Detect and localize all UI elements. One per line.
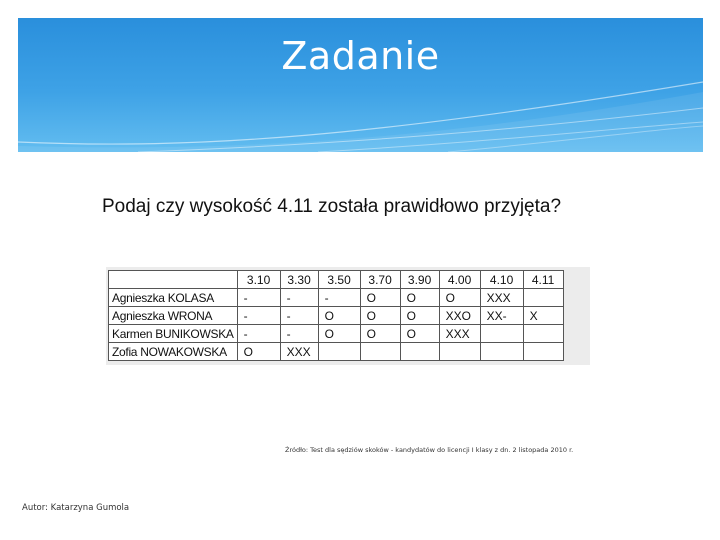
attempt-cell: XXX (439, 325, 480, 343)
table-header-cell: 4.10 (480, 271, 523, 289)
attempt-cell: O (318, 307, 360, 325)
attempt-cell: O (237, 343, 280, 361)
attempt-cell (400, 343, 439, 361)
table-row (109, 307, 564, 325)
table-row (109, 343, 564, 361)
attempt-cell: O (318, 325, 360, 343)
table-header-cell: 4.11 (523, 271, 563, 289)
table-header-cell: 3.70 (360, 271, 400, 289)
table-header-cell: 3.30 (280, 271, 318, 289)
athlete-name: Agnieszka WRONA (109, 307, 238, 325)
table-header-row (109, 271, 564, 289)
attempt-cell: - (280, 325, 318, 343)
attempt-cell (523, 343, 563, 361)
attempt-cell: - (280, 307, 318, 325)
attempt-cell: XX- (480, 307, 523, 325)
table-header-cell (109, 271, 238, 289)
results-table (108, 270, 564, 361)
attempt-cell: O (360, 289, 400, 307)
attempt-cell (439, 343, 480, 361)
attempt-cell: O (400, 325, 439, 343)
question-text: Podaj czy wysokość 4.11 została prawidłowo przyjęta? (102, 196, 562, 217)
attempt-cell (523, 325, 563, 343)
source-note: Źródło: Test dla sędziów skoków - kandydatów do licencji I klasy z dn. 2 listopada 2010 r. (285, 446, 574, 454)
athlete-name: Zofia NOWAKOWSKA (109, 343, 238, 361)
attempt-cell: XXX (480, 289, 523, 307)
results-table-frame (106, 267, 590, 365)
author-note: Autor: Katarzyna Gumola (22, 503, 130, 513)
attempt-cell: X (523, 307, 563, 325)
table-header-cell: 3.90 (400, 271, 439, 289)
athlete-name: Agnieszka KOLASA (109, 289, 238, 307)
slide-title: Zadanie (281, 34, 440, 78)
athlete-name: Karmen BUNIKOWSKA (109, 325, 238, 343)
table-row (109, 289, 564, 307)
attempt-cell: O (360, 325, 400, 343)
attempt-cell: O (400, 289, 439, 307)
attempt-cell: XXO (439, 307, 480, 325)
attempt-cell (360, 343, 400, 361)
attempt-cell: - (280, 289, 318, 307)
attempt-cell: - (237, 325, 280, 343)
attempt-cell: - (237, 307, 280, 325)
attempt-cell (523, 289, 563, 307)
attempt-cell (480, 343, 523, 361)
attempt-cell: O (360, 307, 400, 325)
attempt-cell: - (237, 289, 280, 307)
attempt-cell: O (400, 307, 439, 325)
attempt-cell: XXX (280, 343, 318, 361)
attempt-cell (318, 343, 360, 361)
attempt-cell: - (318, 289, 360, 307)
table-header-cell: 3.10 (237, 271, 280, 289)
attempt-cell: O (439, 289, 480, 307)
table-header-cell: 3.50 (318, 271, 360, 289)
table-header-cell: 4.00 (439, 271, 480, 289)
attempt-cell (480, 325, 523, 343)
slide-header (18, 18, 703, 152)
table-row (109, 325, 564, 343)
